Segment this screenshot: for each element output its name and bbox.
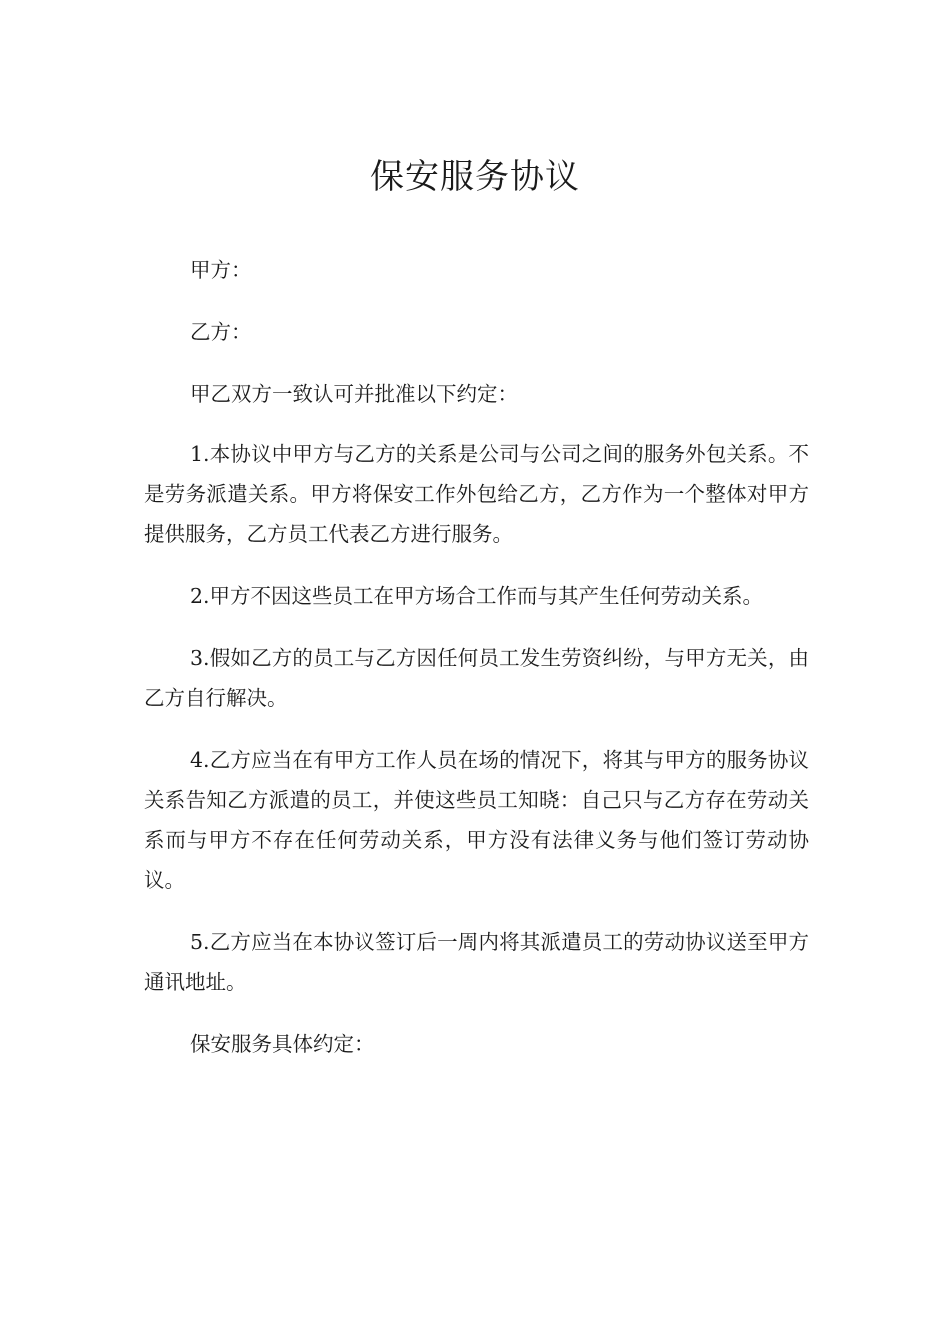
- document-title: 保安服务协议: [370, 157, 580, 197]
- clause-5: 5.乙方应当在本协议签订后一周内将其派遣员工的劳动协议送至甲方通讯地址。: [144, 930, 809, 994]
- clause-2: 2.甲方不因这些员工在甲方场合工作而与其产生任何劳动关系。: [190, 584, 764, 608]
- party-b-line: 乙方：: [190, 320, 252, 344]
- document-body: [144, 250, 809, 1086]
- party-a-line: 甲方：: [190, 258, 252, 282]
- clause-4: 4.乙方应当在有甲方工作人员在场的情况下，将其与甲方的服务协议关系告知乙方派遣的员工，并使这些员工知晓：自己只与乙方存在劳动关系而与甲方不存在任何劳动关系，甲方没有法律义务与他们签订劳动协议。: [144, 748, 809, 892]
- agreement-intro: 甲乙双方一致认可并批准以下约定：: [190, 382, 518, 406]
- clause-3: 3.假如乙方的员工与乙方因任何员工发生劳资纠纷，与甲方无关，由乙方自行解决。: [144, 646, 809, 710]
- specific-terms-heading: 保安服务具体约定：: [190, 1032, 375, 1056]
- clause-1: 1.本协议中甲方与乙方的关系是公司与公司之间的服务外包关系。不是劳务派遣关系。甲方将保安工作外包给乙方，乙方作为一个整体对甲方提供服务，乙方员工代表乙方进行服务。: [144, 442, 809, 546]
